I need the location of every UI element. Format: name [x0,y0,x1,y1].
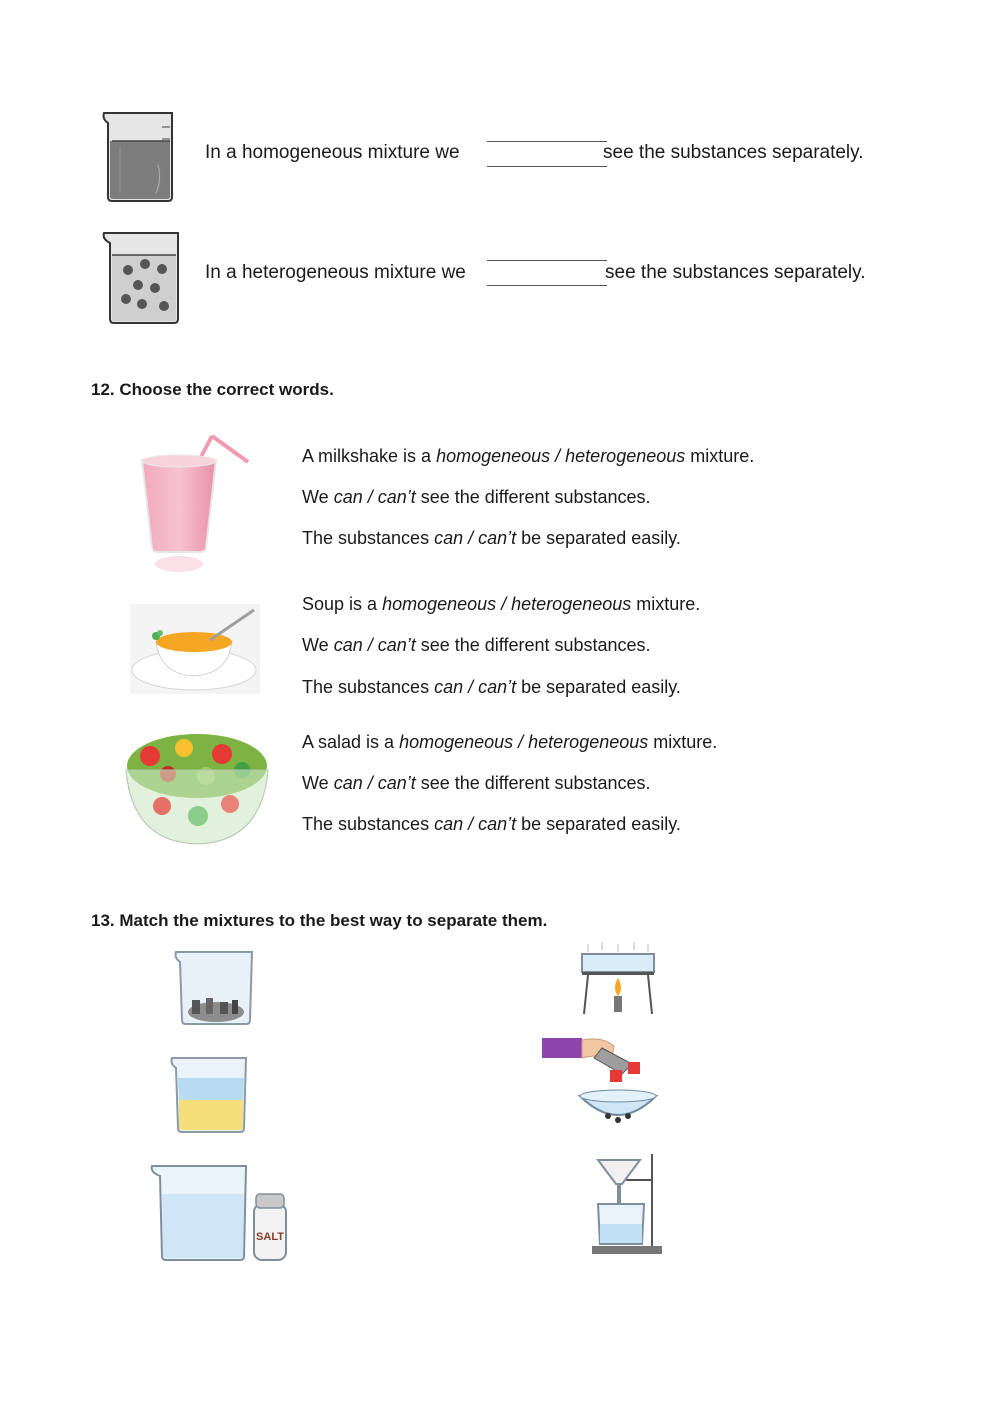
q11-line-1 [205,142,460,164]
milkshake-line-1-post: mixture. [685,446,755,466]
milkshake-line-3 [302,528,681,549]
q11-line-1-before: In a homogeneous mixture we [205,142,460,163]
salad-line-1-post: mixture. [648,732,718,752]
q11-blank-1[interactable] [487,141,607,167]
soup-line-1-pre: Soup is a [302,594,383,614]
soup-line-2 [302,635,651,656]
beaker-water-salt-image[interactable] [148,1160,293,1266]
q11-blank-2[interactable] [487,260,607,286]
soup-option-see[interactable]: can / can’t [333,635,416,655]
milkshake-line-1-pre: A milkshake is a [302,446,437,466]
salad-line-3-post: be separated easily. [516,814,681,834]
milkshake-line-3-pre: The substances [302,528,435,548]
homogeneous-beaker-image [98,107,182,205]
milkshake-option-see[interactable]: can / can’t [333,487,416,507]
salad-option-separate[interactable]: can / can’t [434,814,517,834]
evaporation-image[interactable] [578,940,658,1016]
q11-line-2 [205,262,466,284]
soup-line-3-pre: The substances [302,677,435,697]
salad-line-2-pre: We [302,773,334,793]
soup-line-1-post: mixture. [631,594,701,614]
milkshake-line-2 [302,487,651,508]
soup-option-separate[interactable]: can / can’t [434,677,517,697]
filtration-image[interactable] [590,1154,664,1256]
milkshake-line-2-post: see the different substances. [415,487,651,507]
milkshake-line-1 [302,446,754,467]
soup-line-1 [302,594,700,615]
q11-line-1-after: see the substances separately. [603,142,864,163]
soup-image [130,604,260,694]
q11-line-2-after: see the substances separately. [605,262,866,283]
magnet-image[interactable] [542,1034,660,1134]
soup-line-2-post: see the different substances. [415,635,651,655]
salad-image [122,726,272,850]
q13-heading: 13. Match the mixtures to the best way to separate them. [91,911,548,930]
beaker-iron-sand-image[interactable] [172,948,258,1028]
milkshake-line-2-pre: We [302,487,334,507]
q11-line-2-before: In a heterogeneous mixture we [205,262,466,283]
milkshake-option-separate[interactable]: can / can’t [434,528,517,548]
milkshake-image [130,430,255,575]
q12-heading: 12. Choose the correct words. [91,380,334,399]
soup-line-3 [302,677,681,698]
milkshake-option-type[interactable]: homogeneous / heterogeneous [436,446,686,466]
heterogeneous-beaker-image [98,227,188,327]
soup-option-type[interactable]: homogeneous / heterogeneous [382,594,632,614]
salad-line-2 [302,773,651,794]
soup-line-2-pre: We [302,635,334,655]
soup-line-3-post: be separated easily. [516,677,681,697]
milkshake-line-3-post: be separated easily. [516,528,681,548]
salad-line-1-pre: A salad is a [302,732,400,752]
salad-option-type[interactable]: homogeneous / heterogeneous [399,732,649,752]
salad-line-1 [302,732,717,753]
salad-option-see[interactable]: can / can’t [333,773,416,793]
beaker-oil-sand-image[interactable] [168,1054,252,1136]
salad-line-3 [302,814,681,835]
salad-line-2-post: see the different substances. [415,773,651,793]
salad-line-3-pre: The substances [302,814,435,834]
salt-shaker-label: SALT [256,1231,284,1243]
